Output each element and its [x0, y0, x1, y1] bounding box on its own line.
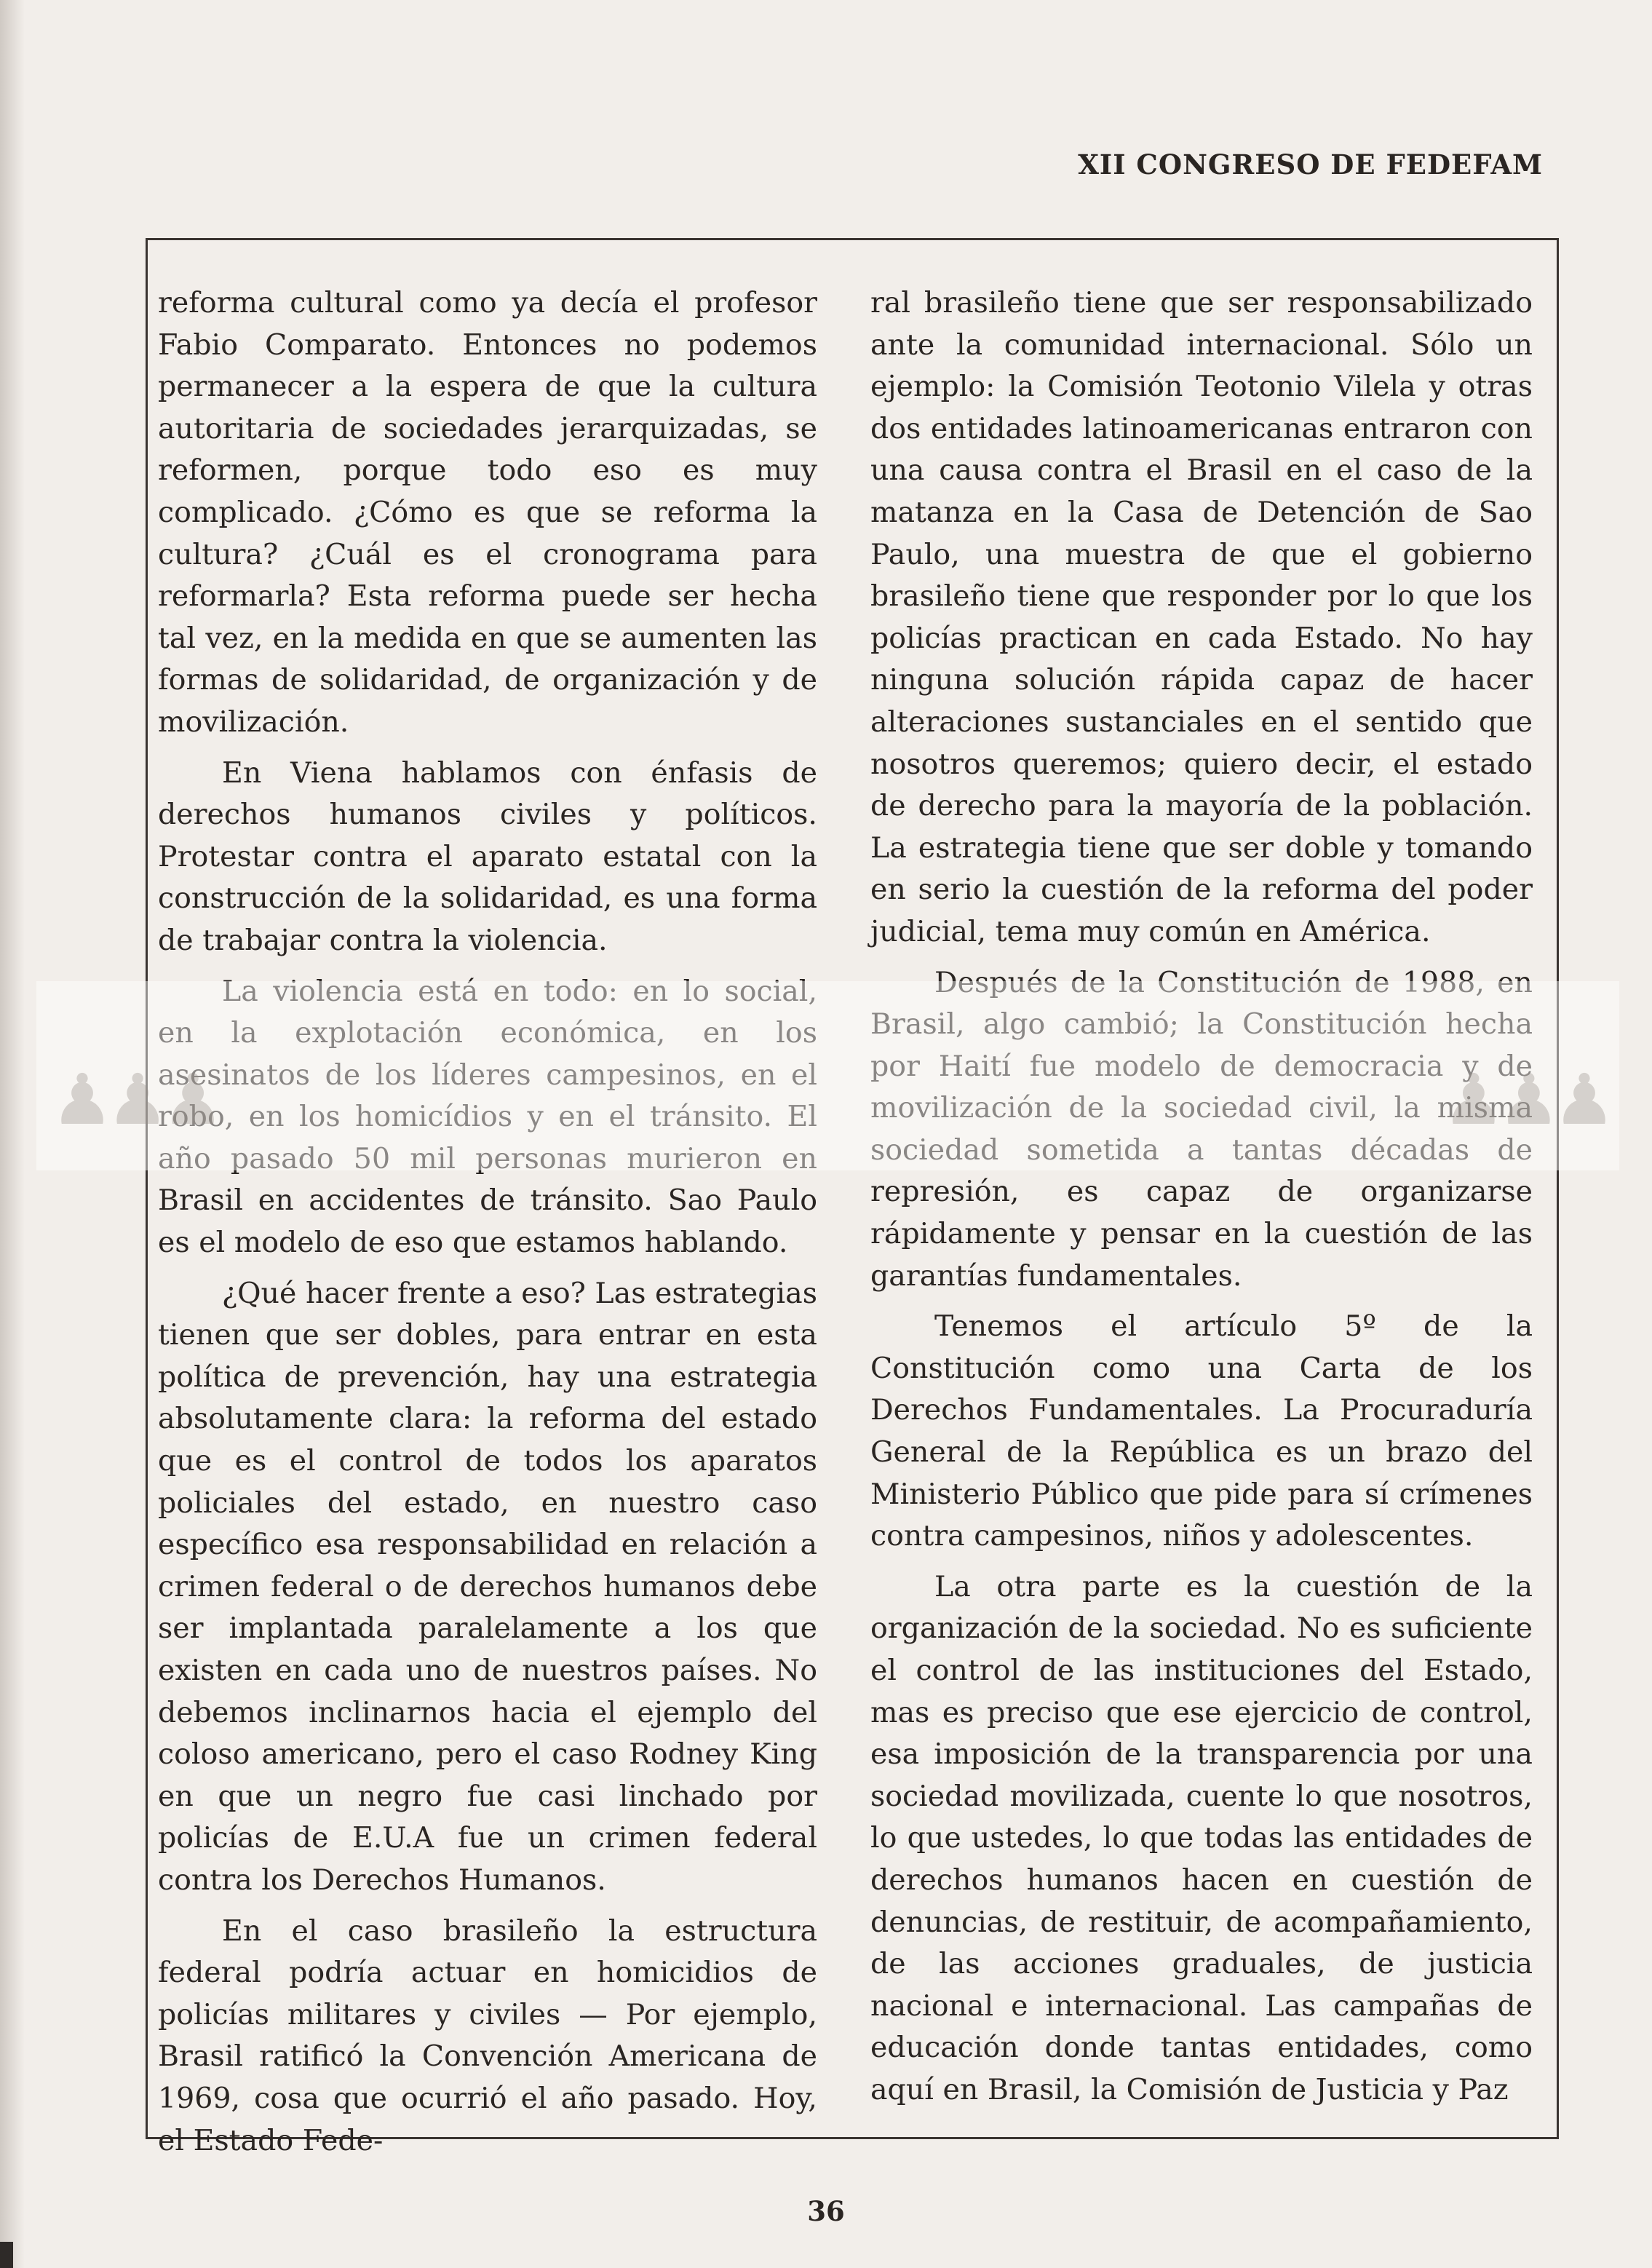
paragraph: ¿Qué hacer frente a eso? Las estrategias tienen que ser dobles, para entrar en esta política de prevención, hay una estrategia absolutamente clara: la reforma del estado que es el control de todos los aparatos policiales del estado, en nuestro caso específico esa responsabilidad en relación a crimen federal o de derechos humanos debe ser implantada paralelamente a los que existen en cada uno de nuestros países. No debemos inclinarnos hacia el ejemplo del coloso americano, pero el caso Rodney King en que un negro fue casi linchado por policías de E.U.A fue un crimen federal contra los Derechos Humanos. [158, 1276, 817, 1897]
corner-mark [0, 2242, 13, 2268]
watermark-figures-icon: ♟♟♟ [51, 1059, 218, 1141]
paragraph: En Viena hablamos con énfasis de derechos humanos civiles y políticos. Protestar contra el aparato estatal con la construcción de la solidaridad, es una forma de trabajar contra la violencia. [158, 756, 817, 957]
paragraph: La violencia está en todo: en lo social, en la explotación económica, en los asesinatos de los líderes campesinos, en el robo, en los homicídios y en el tránsito. El año pasado 50 mil personas murieron en Brasil en accidentes de tránsito. Sao Paulo es el modelo de eso que estamos hablando. [158, 974, 817, 1260]
running-head: XII CONGRESO DE FEDEFAM [1078, 148, 1543, 181]
watermark-figures-icon: ♟♟♟ [1442, 1059, 1608, 1141]
paragraph: ral brasileño tiene que ser responsabilizado ante la comunidad internacional. Sólo un ejemplo: la Comisión Teotonio Vilela y otras dos entidades latinoamericanas entraron con una causa contra el Brasil en el caso de la matanza en la Casa de Detención de Sao Paulo, una muestra de que el gobierno brasileño tiene que responder por lo que los policías practican en cada Estado. No hay ninguna solución rápida capaz de hacer alteraciones sustanciales en el sentido que nosotros queremos; quiero decir, el estado de derecho para la mayoría de la población. La estrategia tiene que ser doble y tomando en serio la cuestión de la reforma del poder judicial, tema muy común en América. [870, 286, 1533, 948]
paragraph: La otra parte es la cuestión de la organización de la sociedad. No es suficiente el control de las instituciones del Estado, mas es preciso que ese ejercicio de control, esa imposición de la transparencia por una sociedad movilizada, cuente lo que nosotros, lo que ustedes, lo que todas las entidades de derechos humanos hacen en cuestión de denuncias, de restituir, de acompañamiento, de las acciones graduales, de justicia nacional e internacional. Las campañas de educación donde tantas entidades, como aquí en Brasil, la Comisión de Justicia y Paz [870, 1569, 1533, 2106]
right-column [870, 282, 1533, 2112]
paragraph: En el caso brasileño la estructura federal podría actuar en homicidios de policías militares y civiles — Por ejemplo, Brasil ratificó la Convención Americana de 1969, cosa que ocurrió el año pasado. Hoy, el Estado Fede- [158, 1914, 817, 2157]
page-number: 36 [807, 2195, 845, 2227]
paragraph: reforma cultural como ya decía el profesor Fabio Comparato. Entonces no podemos permanecer a la espera de que la cultura autoritaria de sociedades jerarquizadas, se reformen, porque todo eso es muy complicado. ¿Cómo es que se reforma la cultura? ¿Cuál es el cronograma para reformarla? Esta reforma puede ser hecha tal vez, en la medida en que se aumenten las formas de solidaridad, de organización y de movilización. [158, 286, 817, 739]
paragraph: Tenemos el artículo 5º de la Constitución como una Carta de los Derechos Fundamentales. La Procuraduría General de la República es un brazo del Ministerio Público que pide para sí crímenes contra campesinos, niños y adolescentes. [870, 1309, 1533, 1553]
paragraph: Después de la Constitución de 1988, en Brasil, algo cambió; la Constitución hecha por Haití fue modelo de democracia y de movilización de la sociedad civil, la misma sociedad sometida a tantas décadas de represión, es capaz de organizarse rápidamente y pensar en la cuestión de las garantías fundamentales. [870, 965, 1533, 1293]
page-edge-shadow [0, 0, 25, 2268]
left-column [158, 282, 817, 2162]
